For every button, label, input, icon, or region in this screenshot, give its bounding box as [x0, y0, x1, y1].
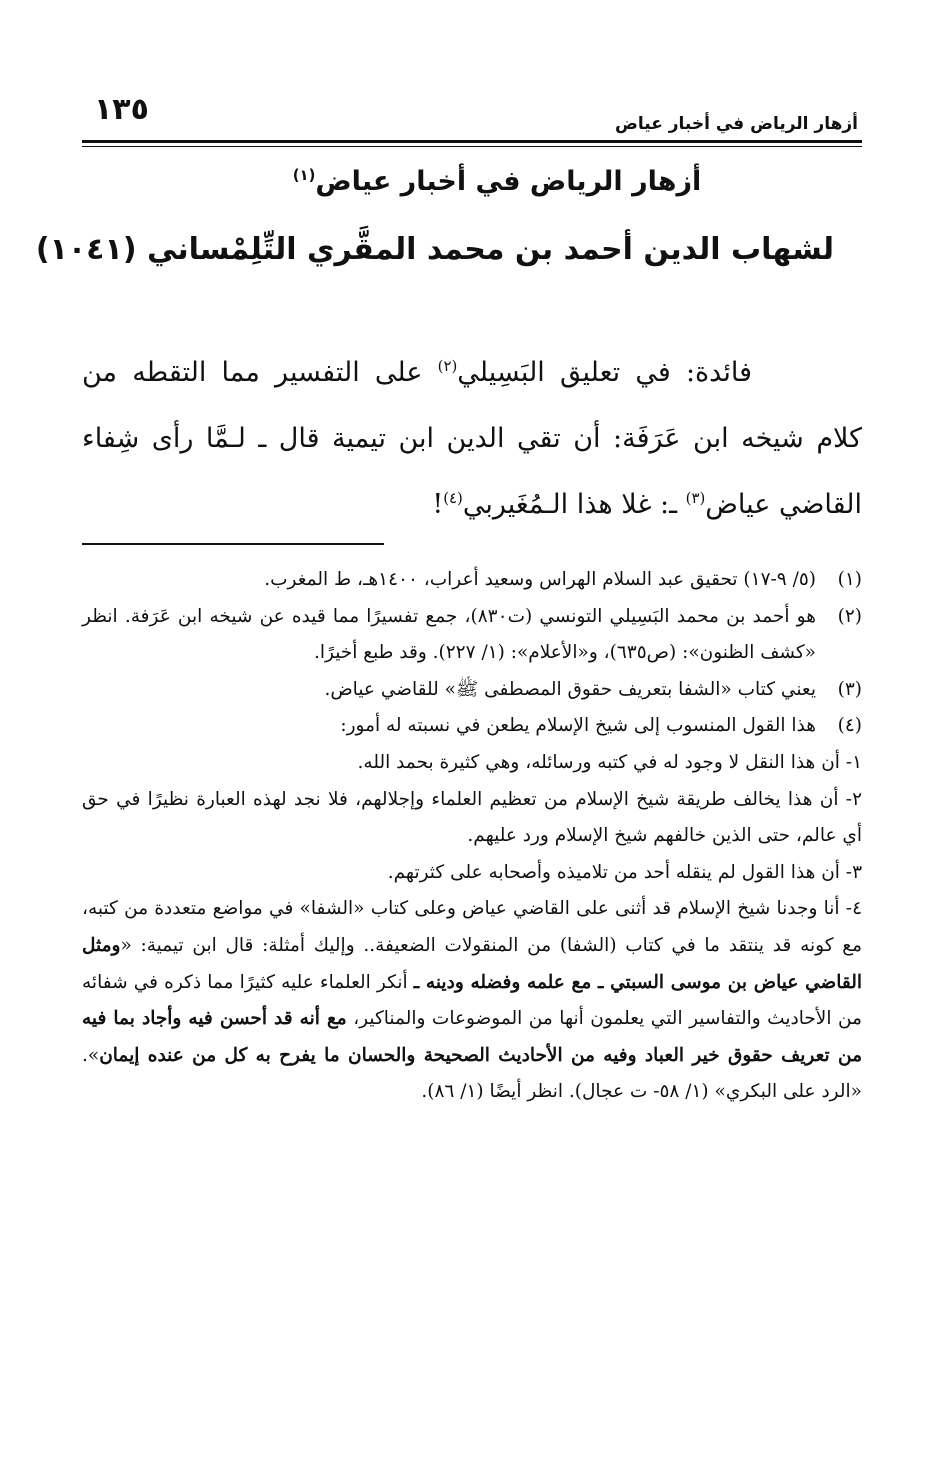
- running-title: أزهار الرياض في أخبار عياض: [615, 114, 858, 134]
- footnote-1: [82, 562, 862, 599]
- body-text-c: ـ: غلا هذا الـمُغَيربي: [462, 489, 686, 520]
- footnote-text: يعني كتاب «الشفا بتعريف حقوق المصطفى ﷺ» للقاضي عياض.: [324, 678, 816, 700]
- item-4-text-a: ٤- أنا وجدنا شيخ الإسلام قد أثنى على القاضي عياض وعلى كتاب «الشفا» في مواضع متعددة من كتبه، مع كونه قد ينتقد ما في كتاب (الشفا) من المنقولات الضعيفة.. وإليك أمثلة: قال ابن تيمية: «: [82, 898, 862, 956]
- footnotes: [82, 562, 862, 1111]
- header-rule: [82, 140, 862, 143]
- footnote-text: (٥/ ٩-١٧) تحقيق عبد السلام الهراس وسعيد أعراب، ١٤٠٠هـ، ط المغرب.: [264, 569, 816, 590]
- item-4-text-b: أنكر العلماء عليه كثيرًا مما ذكره في شفائه من الأحاديث والتفاسير التي يعلمون أنها من الموضوعات والمناكير،: [82, 971, 862, 1030]
- footnote-4-item-2: ٢- أن هذا يخالف طريقة شيخ الإسلام من تعظيم العلماء وإجلالهم، فلا نجد لهذه العبارة نظيرًا في حق أي عالم، حتى الذين خالفهم شيخ الإسلام ورد عليهم.: [82, 788, 862, 847]
- footnote-text: هو أحمد بن محمد البَسِيلي التونسي (ت٨٣٠)، جمع تفسيرًا مما قيده عن شيخه ابن عَرَفة. انظر «كشف الظنون»: (ص٦٣٥)، و«الأعلام»: (١/ ٢٢٧). وقد طبع أخيرًا.: [82, 605, 816, 664]
- footnote-text: هذا القول المنسوب إلى شيخ الإسلام يطعن في نسبته له أمور:: [340, 715, 816, 737]
- body-text-b: على التفسير مما التقطه من كلام شيخه ابن عَرَفَة: أن تقي الدين ابن تيمية قال ـ لـمَّا رأى شِفاء القاضي عياض: [82, 357, 862, 520]
- footnote-2: [82, 599, 862, 672]
- footnote-number: (١): [837, 569, 862, 590]
- item-4-text-c: ». «الرد على البكري» (١/ ٥٨- ت عجال). انظر أيضًا (١/ ٨٦).: [82, 1044, 862, 1103]
- footnote-number: (٢): [837, 605, 862, 627]
- footnote-ref-2: (٢): [437, 357, 458, 375]
- footnote-4-item-1: ١- أن هذا النقل لا وجود له في كتبه ورسائله، وهي كثيرة بحمد الله.: [357, 751, 862, 773]
- section-title: [0, 166, 934, 197]
- running-header: [84, 92, 858, 132]
- body-text-a: فائدة: في تعليق البَسِيلي: [457, 357, 753, 388]
- footnote-ref-3: (٣): [685, 489, 706, 507]
- section-title-text: أزهار الرياض في أخبار عياض: [315, 166, 702, 197]
- footnote-separator: [82, 543, 384, 545]
- footnote-number: (٣): [837, 678, 862, 700]
- item-4-quote-bold-1: ومثل القاضي عياض بن موسى السبتي ـ مع علمه وفضله ودينه ـ: [82, 934, 862, 993]
- page-number: ١٣٥: [94, 92, 149, 127]
- footnote-3: [82, 672, 862, 709]
- footnote-ref-4: (٤): [443, 489, 463, 507]
- footnote-ref-1: (١): [292, 166, 316, 184]
- author-line: لشهاب الدين أحمد بن محمد المقَّري التِّلِمْساني (١٠٤١): [35, 232, 834, 267]
- body-text-d: !: [432, 489, 444, 520]
- footnote-4-item-3: ٣- أن هذا القول لم ينقله أحد من تلاميذه وأصحابه على كثرتهم.: [387, 861, 862, 883]
- footnote-4-item-4: [82, 891, 862, 1111]
- item-4-quote-bold-2: مع أنه قد أحسن فيه وأجاد بما فيه من تعريف حقوق خير العباد وفيه من الأحاديث الصحيحة والحسان ما يفرح به كل من عنده إيمان: [82, 1008, 862, 1066]
- main-paragraph: [82, 340, 862, 538]
- footnote-number: (٤): [837, 715, 862, 737]
- header-rule-thin: [82, 146, 862, 147]
- footnote-4: [82, 708, 862, 745]
